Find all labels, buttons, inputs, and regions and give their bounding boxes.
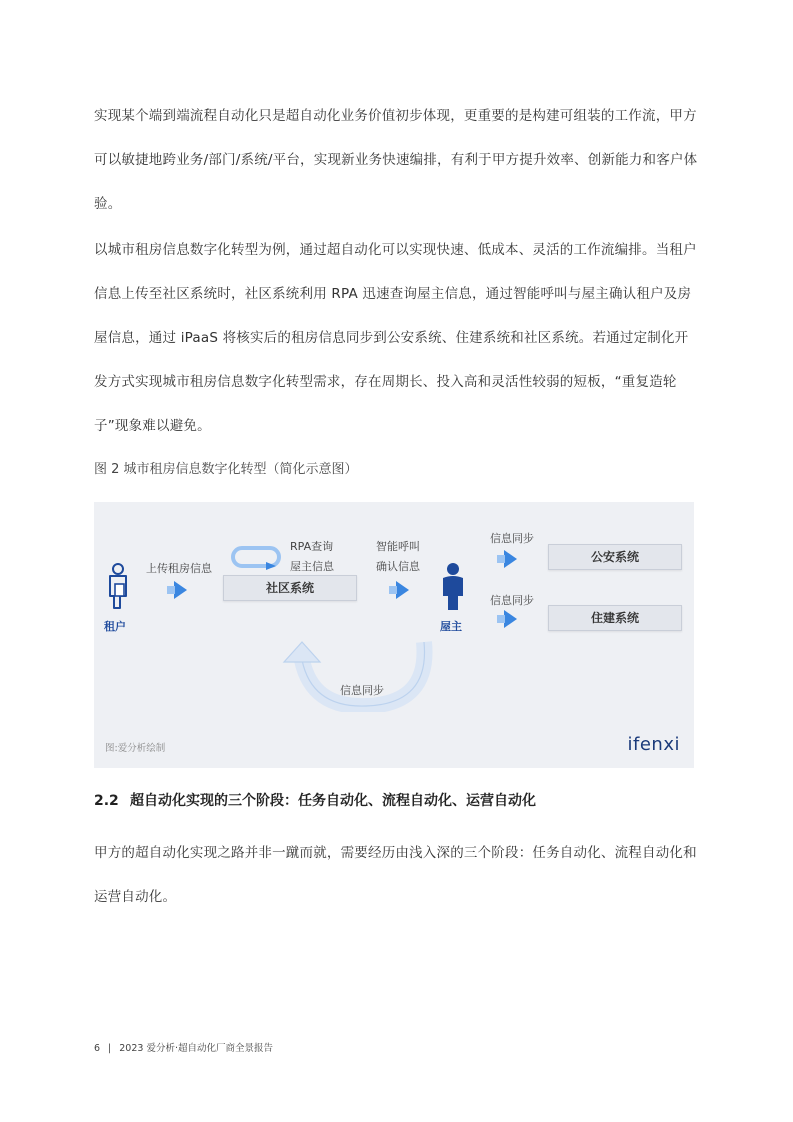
police-system-box: 公安系统 xyxy=(548,544,682,570)
sync-label-housing: 信息同步 xyxy=(490,594,534,607)
section-title: 超自动化实现的三个阶段：任务自动化、流程自动化、运营自动化 xyxy=(130,793,536,809)
report-title: 2023 爱分析·超自动化厂商全景报告 xyxy=(119,1043,273,1054)
arrow-upload xyxy=(174,581,187,599)
confirm-info-label: 确认信息 xyxy=(376,560,420,573)
sync-label-back: 信息同步 xyxy=(340,684,384,697)
paragraph-stages: 甲方的超自动化实现之路并非一蹴而就，需要经历由浅入深的三个阶段：任务自动化、流程自动化和运营自动化。 xyxy=(94,845,697,905)
arrow-sync-police xyxy=(504,550,517,568)
page-number: 6 xyxy=(94,1043,101,1054)
section-number: 2.2 xyxy=(94,793,119,809)
smart-call-label: 智能呼叫 xyxy=(376,540,420,553)
figure-diagram xyxy=(94,502,694,768)
footer-separator: | xyxy=(108,1043,112,1054)
rpa-loop-icon xyxy=(230,542,286,572)
owner-icon xyxy=(440,562,466,612)
owner-info-label: 屋主信息 xyxy=(290,560,334,573)
owner-label: 屋主 xyxy=(440,620,462,633)
tenant-label: 租户 xyxy=(104,620,126,633)
housing-system-box: 住建系统 xyxy=(548,605,682,631)
ifenxi-logo: ifenxi xyxy=(627,734,680,755)
figure-source: 图:爱分析绘制 xyxy=(105,743,166,754)
arrow-sync-housing xyxy=(504,610,517,628)
section-heading xyxy=(94,790,536,810)
tenant-icon xyxy=(106,562,130,612)
paragraph-intro: 实现某个端到端流程自动化只是超自动化业务价值初步体现，更重要的是构建可组装的工作流，甲方可以敏捷地跨业务/部门/系统/平台，实现新业务快速编排，有利于甲方提升效率、创新能力和客户体验。 xyxy=(94,108,698,212)
rpa-query-label: RPA查询 xyxy=(290,540,334,553)
page-footer xyxy=(94,1040,273,1054)
arrow-confirm xyxy=(396,581,409,599)
upload-label: 上传租房信息 xyxy=(146,562,212,575)
community-system-box: 社区系统 xyxy=(223,575,357,601)
figure-caption: 图 2 城市租房信息数字化转型（简化示意图） xyxy=(94,462,358,477)
paragraph-example: 以城市租房信息数字化转型为例，通过超自动化可以实现快速、低成本、灵活的工作流编排。当租户信息上传至社区系统时，社区系统利用 RPA 迅速查询屋主信息，通过智能呼叫与屋主确认租户及房屋信息，通过 iPaaS 将核实后的租房信息同步到公安系统、住建系统和社区系统。若通过定制化开发方式实现城市租房信息数字化转型需求，存在周期长、投入高和灵活性较弱的短板，“重复造轮子”现象难以避免。 xyxy=(94,242,697,434)
sync-return-arrow xyxy=(280,640,440,712)
sync-label-police: 信息同步 xyxy=(490,532,534,545)
